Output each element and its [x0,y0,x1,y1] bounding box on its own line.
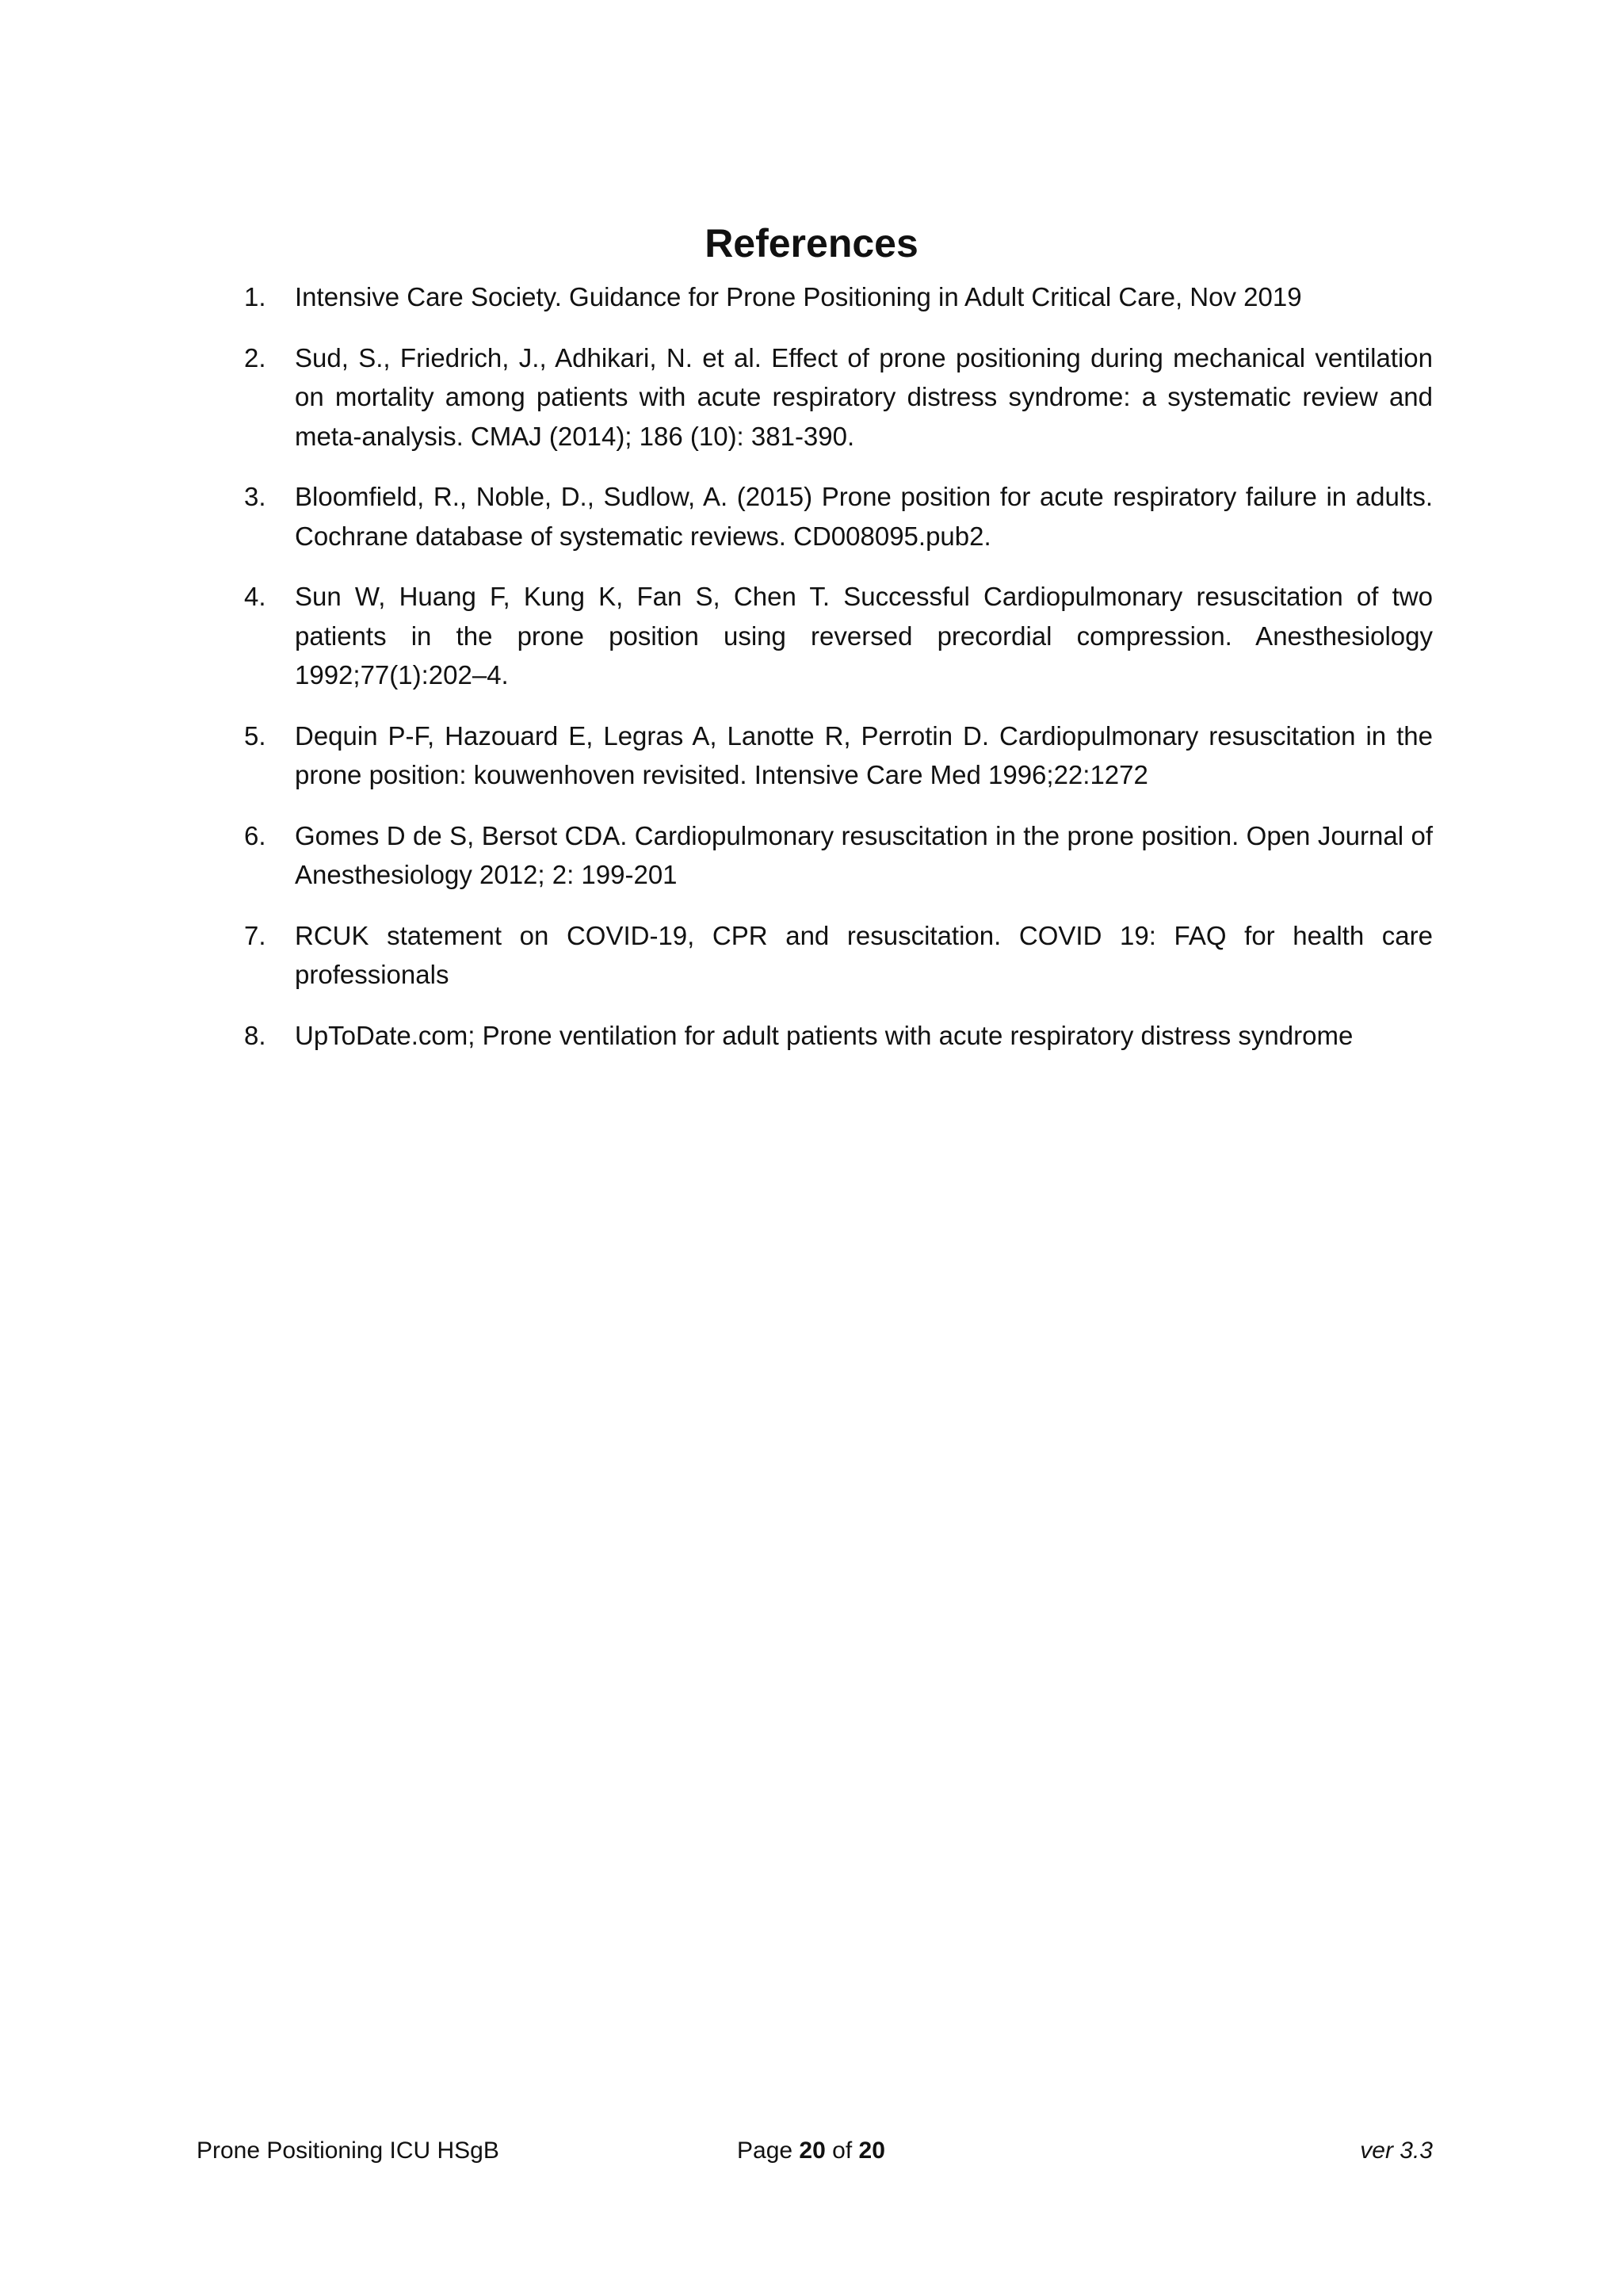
reference-item [244,277,1433,317]
page-label: Page [737,2137,793,2164]
reference-list [244,277,1433,1076]
reference-text: Sun W, Huang F, Kung K, Fan S, Chen T. Successful Cardiopulmonary resuscitation of two patients in the prone position using reversed precordial compression. Anesthesiology 1992;77(1):202–4. [295,582,1433,690]
reference-number: 4. [244,582,266,611]
reference-item [244,816,1433,895]
reference-text: Sud, S., Friedrich, J., Adhikari, N. et al. Effect of prone positioning during mechanical ventilation on mortality among patients with acute respiratory distress syndrome: a systematic review and meta-analysis. CMAJ (2014); 186 (10): 381-390. [295,342,1433,451]
reference-item [244,716,1433,795]
footer-document-title: Prone Positioning ICU HSgB [197,2137,499,2164]
reference-item [244,477,1433,556]
reference-item [244,916,1433,995]
page-of-label: of [832,2137,853,2164]
page-current: 20 [799,2137,826,2164]
footer-page-number [737,2135,885,2167]
reference-text: Gomes D de S, Bersot CDA. Cardiopulmonary resuscitation in the prone position. Open Journal of Anesthesiology 2012; 2: 199-201 [295,820,1433,889]
reference-text: Bloomfield, R., Noble, D., Sudlow, A. (2015) Prone position for acute respiratory failure in adults. Cochrane database of systematic reviews. CD008095.pub2. [295,482,1433,551]
reference-number: 7. [244,920,266,950]
reference-text: RCUK statement on COVID-19, CPR and resuscitation. COVID 19: FAQ for health care professionals [295,920,1433,989]
reference-item [244,1016,1433,1056]
footer-version: ver 3.3 [1360,2137,1433,2164]
reference-item [244,577,1433,695]
reference-text: UpToDate.com; Prone ventilation for adult patients with acute respiratory distress syndrome [295,1020,1354,1050]
reference-number: 3. [244,482,266,511]
page-total: 20 [858,2137,885,2164]
reference-text: Intensive Care Society. Guidance for Prone Positioning in Adult Critical Care, Nov 2019 [295,282,1302,311]
reference-number: 5. [244,720,266,751]
reference-number: 1. [244,282,266,311]
reference-text: Dequin P-F, Hazouard E, Legras A, Lanotte R, Perrotin D. Cardiopulmonary resuscitation in the prone position: kouwenhoven revisited. Intensive Care Med 1996;22:1272 [295,720,1433,789]
reference-number: 6. [244,820,266,850]
reference-number: 2. [244,342,266,372]
page-title: References [705,221,918,266]
reference-number: 8. [244,1020,266,1050]
reference-item [244,338,1433,457]
